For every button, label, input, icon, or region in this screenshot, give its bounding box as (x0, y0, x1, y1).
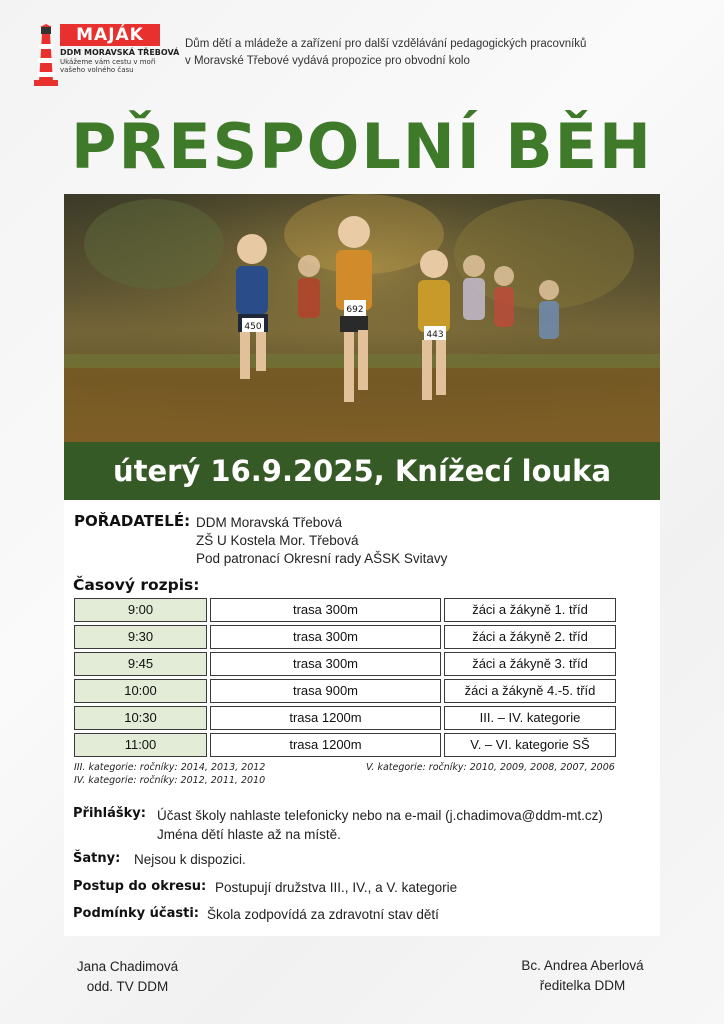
schedule-category: žáci a žákyně 1. tříd (444, 598, 616, 622)
bib-number: 692 (346, 305, 364, 315)
schedule-time: 11:00 (74, 733, 207, 757)
organizers-label: POŘADATELÉ: (74, 512, 191, 530)
organizer-line: Pod patronací Okresní rady AŠSK Svitavy (196, 551, 448, 566)
header-text (185, 36, 655, 70)
schedule-table (74, 598, 616, 760)
header-line-2: v Moravské Třebové vydává propozice pro obvodní kolo (185, 55, 470, 67)
schedule-category: žáci a žákyně 2. tříd (444, 625, 616, 649)
logo-brand: MAJÁK (60, 24, 160, 46)
organizer-line: DDM Moravská Třebová (196, 515, 343, 530)
schedule-track: trasa 300m (210, 625, 441, 649)
schedule-category: žáci a žákyně 4.-5. tříd (444, 679, 616, 703)
schedule-row (74, 598, 616, 625)
logo-slogan: Ukážeme vám cestu v moři vašeho volného času (60, 58, 156, 74)
page-title: PŘESPOLNÍ BĚH (71, 110, 653, 183)
schedule-time: 9:45 (74, 652, 207, 676)
schedule-track: trasa 1200m (210, 706, 441, 730)
date-location-banner: úterý 16.9.2025, Knížecí louka (64, 442, 660, 500)
changing-rooms-text: Nejsou k dispozici. (134, 852, 246, 867)
applications-label: Přihlášky: (73, 806, 146, 821)
conditions-text: Škola zodpovídá za zdravotní stav dětí (207, 907, 439, 922)
applications-line: Účast školy nahlaste telefonicky nebo na e-mail (j.chadimova@ddm-mt.cz) (157, 808, 603, 823)
category-note: IV. kategorie: ročníky: 2012, 2011, 2010 (74, 775, 266, 786)
applications-text (157, 806, 603, 844)
schedule-row (74, 733, 616, 760)
category-note: V. kategorie: ročníky: 2010, 2009, 2008, 2007, 2006 (366, 762, 615, 773)
schedule-row (74, 679, 616, 706)
schedule-track: trasa 1200m (210, 733, 441, 757)
conditions-label: Podmínky účasti: (73, 906, 200, 921)
schedule-time: 9:00 (74, 598, 207, 622)
category-note: III. kategorie: ročníky: 2014, 2013, 2012 (74, 762, 266, 773)
lighthouse-icon (34, 24, 58, 86)
organizer-line: ZŠ U Kostela Mor. Třebová (196, 533, 359, 548)
schedule-row (74, 706, 616, 733)
organizers-list (196, 514, 447, 568)
schedule-category: V. – VI. kategorie SŠ (444, 733, 616, 757)
logo-ddm: DDM MORAVSKÁ TŘEBOVÁ (60, 48, 180, 57)
signature-left-role: odd. TV DDM (86, 979, 169, 994)
applications-line: Jména dětí hlaste až na místě. (157, 827, 341, 842)
schedule-track: trasa 300m (210, 598, 441, 622)
schedule-track: trasa 900m (210, 679, 441, 703)
signature-right-role: ředitelka DDM (539, 978, 626, 993)
signature-left-name: Jana Chadimová (76, 959, 179, 974)
signature-right-name: Bc. Andrea Aberlová (521, 958, 644, 973)
schedule-time: 10:00 (74, 679, 207, 703)
advance-label: Postup do okresu: (73, 879, 207, 894)
header-line-1: Dům dětí a mládeže a zařízení pro další vzdělávání pedagogických pracovníků (185, 38, 587, 50)
schedule-label: Časový rozpis: (73, 576, 200, 594)
signature-right (500, 956, 665, 996)
schedule-track: trasa 300m (210, 652, 441, 676)
bib-number: 443 (426, 330, 444, 340)
changing-rooms-label: Šatny: (73, 851, 121, 866)
majak-logo (34, 24, 180, 86)
schedule-category: III. – IV. kategorie (444, 706, 616, 730)
schedule-time: 10:30 (74, 706, 207, 730)
schedule-category: žáci a žákyně 3. tříd (444, 652, 616, 676)
runners-photo (64, 194, 660, 442)
schedule-time: 9:30 (74, 625, 207, 649)
bib-number: 450 (244, 322, 262, 332)
signature-left (60, 957, 195, 997)
schedule-row (74, 625, 616, 652)
advance-text: Postupují družstva III., IV., a V. kategorie (215, 880, 458, 895)
schedule-row (74, 652, 616, 679)
